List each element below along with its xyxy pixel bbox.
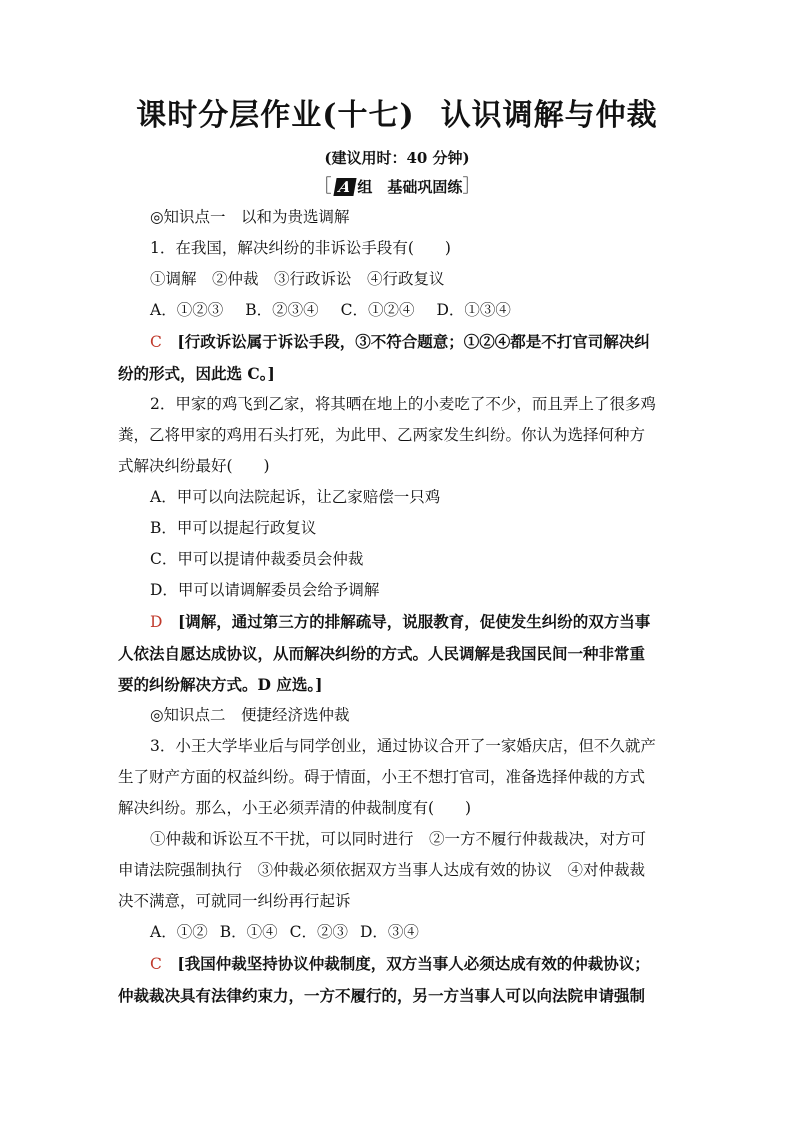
q1-stem: 1．在我国，解决纠纷的非诉讼手段有( ) (150, 239, 451, 257)
q3-options (118, 917, 676, 948)
group-open-bracket: ［ (313, 176, 332, 197)
title-main: 课时分层作业(十七) (136, 98, 415, 133)
q1-option-d: D．①③④ (436, 301, 511, 319)
suggested-time: (建议用时：40 分钟) (324, 149, 470, 167)
q2-explanation-line-3: 要的纠纷解决方式。D 应选。] (118, 675, 323, 694)
q2-stem-line-1: 2．甲家的鸡飞到乙家，将其晒在地上的小麦吃了不少，而且弄上了很多鸡 (150, 395, 656, 413)
group-heading (118, 176, 676, 198)
q3-stem-line-1: 3．小王大学毕业后与同学创业，通过协议合开了一家婚庆店，但不久就产 (150, 737, 656, 755)
q2-explanation-line-1: D [调解，通过第三方的排解疏导，说服教育，促使发生纠纷的双方当事 (150, 612, 651, 631)
q3-option-c: C．②③ (289, 923, 348, 941)
q2-answer: D (150, 613, 163, 631)
q1-items: ①调解 ②仲裁 ③行政诉讼 ④行政复议 (150, 270, 445, 288)
q1-explanation-line-2: 纷的形式，因此选 C。] (118, 364, 275, 383)
group-label: 组 基础巩固练 (357, 178, 463, 196)
q1-explanation-line-1: C [行政诉讼属于诉讼手段，③不符合题意；①②④都是不打官司解决纠 (150, 332, 650, 351)
q1-option-a: A．①②③ (150, 301, 224, 319)
title-topic: 认识调解与仲裁 (440, 98, 658, 133)
section-heading-1: ◎知识点一 以和为贵选调解 (150, 208, 350, 226)
q2-stem-line-3: 式解决纠纷最好( ) (118, 457, 270, 475)
q3-stem-line-2: 生了财产方面的权益纠纷。碍于情面，小王不想打官司，准备选择仲裁的方式 (118, 768, 646, 786)
q2-option-a: A．甲可以向法院起诉，让乙家赔偿一只鸡 (150, 488, 441, 506)
section-heading-2: ◎知识点二 便捷经济选仲裁 (150, 706, 350, 724)
q1-answer: C (150, 333, 162, 351)
q3-stem-line-3: 解决纠纷。那么，小王必须弄清的仲裁制度有( ) (118, 799, 472, 817)
q3-items-line-2: 申请法院强制执行 ③仲裁必须依据双方当事人达成有效的协议 ④对仲裁裁 (118, 861, 646, 879)
q3-explanation-line-2: 仲裁裁决具有法律约束力，一方不履行的，另一方当事人可以向法院申请强制 (118, 986, 646, 1005)
q2-option-d: D．甲可以请调解委员会给予调解 (150, 581, 380, 599)
q2-option-b: B．甲可以提起行政复议 (150, 519, 317, 537)
q3-items-line-3: 决不满意，可就同一纠纷再行起诉 (118, 892, 351, 910)
q3-explanation-line-1: C [我国仲裁坚持协议仲裁制度，双方当事人必须达成有效的仲裁协议； (150, 954, 650, 973)
page-title (118, 96, 676, 136)
q1-option-c: C．①②④ (340, 301, 415, 319)
group-close-bracket: ］ (462, 176, 481, 197)
q1-options (118, 295, 676, 326)
q3-option-d: D．③④ (359, 923, 419, 941)
q2-option-c: C．甲可以提请仲裁委员会仲裁 (150, 550, 364, 568)
q3-option-b: B．①④ (219, 923, 278, 941)
q3-answer: C (150, 955, 162, 973)
q3-option-a: A．①② (150, 923, 208, 941)
q1-option-b: B．②③④ (245, 301, 319, 319)
q2-stem-line-2: 粪，乙将甲家的鸡用石头打死，为此甲、乙两家发生纠纷。你认为选择何种方 (118, 426, 646, 444)
group-letter-badge: A (333, 178, 356, 196)
q3-items-line-1: ①仲裁和诉讼互不干扰，可以同时进行 ②一方不履行仲裁裁决，对方可 (150, 830, 647, 848)
q2-explanation-line-2: 人依法自愿达成协议，从而解决纠纷的方式。人民调解是我国民间一种非常重 (118, 644, 646, 663)
